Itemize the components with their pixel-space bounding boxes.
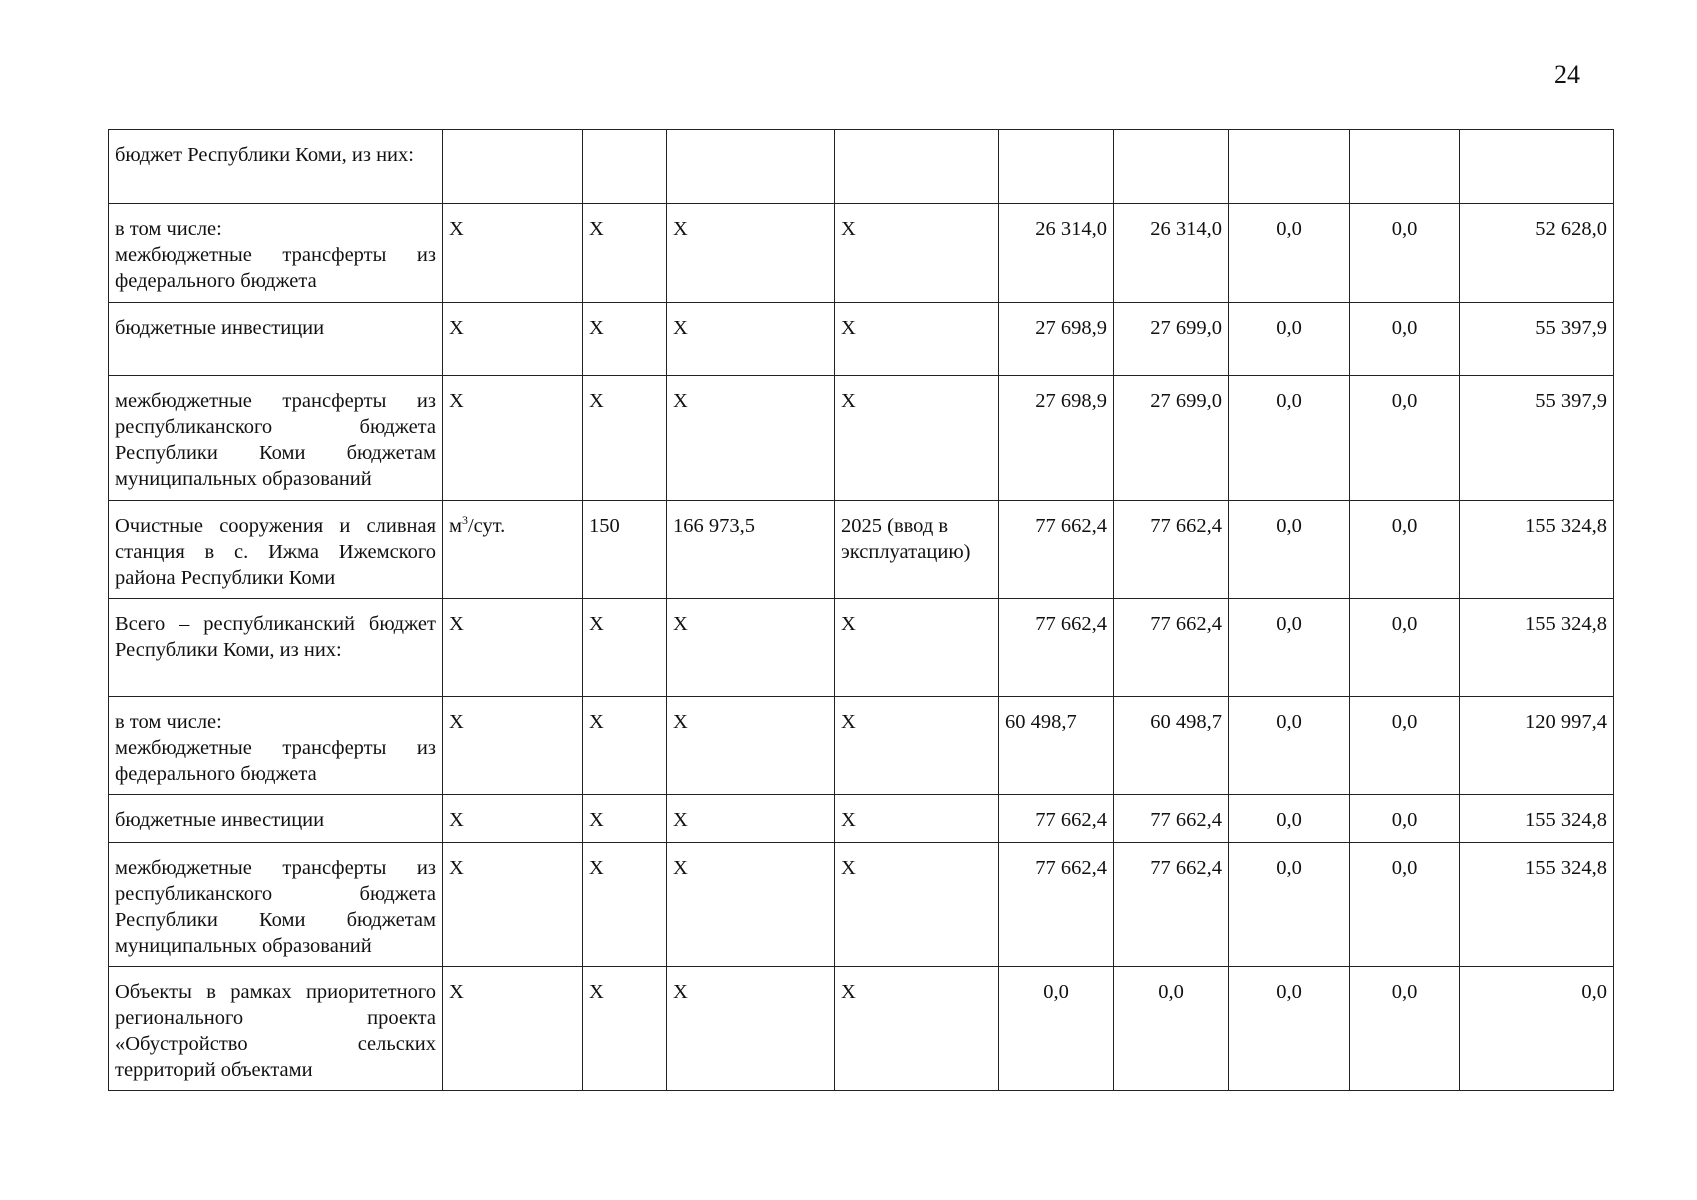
year-cell xyxy=(835,130,999,204)
row-name-text: межбюджетные трансферты из федерального бюджета xyxy=(115,737,436,785)
row-name-cell: межбюджетные трансферты из республиканского бюджета Республики Коми бюджетам муниципальных образований xyxy=(109,843,443,967)
budget-table xyxy=(108,129,1614,1091)
value-cell-2: 27 699,0 xyxy=(1114,376,1229,501)
total-cell: 55 397,9 xyxy=(1460,376,1614,501)
capacity-cell: 150 xyxy=(583,501,667,599)
unit-cell: X xyxy=(443,599,583,697)
value-cell-2: 77 662,4 xyxy=(1114,501,1229,599)
cost-cell: 166 973,5 xyxy=(667,501,835,599)
table-row xyxy=(109,204,1614,303)
table-row xyxy=(109,501,1614,599)
value-cell-1: 26 314,0 xyxy=(999,204,1114,303)
table-row xyxy=(109,843,1614,967)
table-row xyxy=(109,697,1614,795)
value-cell-4: 0,0 xyxy=(1350,967,1460,1091)
capacity-cell: X xyxy=(583,843,667,967)
value-cell-3: 0,0 xyxy=(1229,795,1350,843)
value-cell-2: 27 699,0 xyxy=(1114,303,1229,376)
value-cell-1: 77 662,4 xyxy=(999,795,1114,843)
value-cell-3: 0,0 xyxy=(1229,501,1350,599)
value-cell-3: 0,0 xyxy=(1229,303,1350,376)
table-row xyxy=(109,303,1614,376)
unit-cell: X xyxy=(443,303,583,376)
row-name-cell: Всего – республиканский бюджет Республики Коми, из них: xyxy=(109,599,443,697)
value-cell-3: 0,0 xyxy=(1229,599,1350,697)
table-row xyxy=(109,130,1614,204)
row-name-cell xyxy=(109,697,443,795)
value-cell-2: 77 662,4 xyxy=(1114,843,1229,967)
value-cell-2: 77 662,4 xyxy=(1114,795,1229,843)
capacity-cell: X xyxy=(583,795,667,843)
value-cell-3: 0,0 xyxy=(1229,843,1350,967)
row-name-prefix: в том числе: xyxy=(115,711,222,733)
row-name-prefix: в том числе: xyxy=(115,218,222,240)
value-cell-2: 77 662,4 xyxy=(1114,599,1229,697)
value-cell-4: 0,0 xyxy=(1350,795,1460,843)
page-number: 24 xyxy=(1554,60,1580,89)
year-cell: X xyxy=(835,599,999,697)
row-name-cell: бюджет Республики Коми, из них: xyxy=(109,130,443,204)
cost-cell: X xyxy=(667,376,835,501)
row-name-cell: бюджетные инвестиции xyxy=(109,303,443,376)
cost-cell: X xyxy=(667,204,835,303)
cost-cell xyxy=(667,130,835,204)
value-cell-1: 60 498,7 xyxy=(999,697,1114,795)
cost-cell: X xyxy=(667,303,835,376)
year-cell: X xyxy=(835,204,999,303)
unit-cell xyxy=(443,130,583,204)
value-cell-4: 0,0 xyxy=(1350,376,1460,501)
unit-base: м xyxy=(449,515,462,537)
unit-rest: /сут. xyxy=(467,515,506,537)
capacity-cell: X xyxy=(583,204,667,303)
value-cell-1: 77 662,4 xyxy=(999,843,1114,967)
table-row xyxy=(109,599,1614,697)
row-name-text: межбюджетные трансферты из федерального бюджета xyxy=(115,244,436,292)
unit-cell: X xyxy=(443,204,583,303)
unit-cell: X xyxy=(443,376,583,501)
table-row xyxy=(109,967,1614,1091)
value-cell-1 xyxy=(999,130,1114,204)
row-name-cell: Объекты в рамках приоритетного регионального проекта «Обустройство сельских территорий объектами xyxy=(109,967,443,1091)
year-cell: X xyxy=(835,376,999,501)
value-cell-4: 0,0 xyxy=(1350,697,1460,795)
year-cell: X xyxy=(835,303,999,376)
total-cell: 155 324,8 xyxy=(1460,599,1614,697)
row-name-cell: бюджетные инвестиции xyxy=(109,795,443,843)
value-cell-2: 60 498,7 xyxy=(1114,697,1229,795)
total-cell: 52 628,0 xyxy=(1460,204,1614,303)
total-cell: 155 324,8 xyxy=(1460,795,1614,843)
value-cell-3: 0,0 xyxy=(1229,204,1350,303)
value-cell-3: 0,0 xyxy=(1229,697,1350,795)
capacity-cell: X xyxy=(583,967,667,1091)
value-cell-4: 0,0 xyxy=(1350,501,1460,599)
value-cell-4: 0,0 xyxy=(1350,843,1460,967)
value-cell-4: 0,0 xyxy=(1350,204,1460,303)
value-cell-2: 0,0 xyxy=(1114,967,1229,1091)
unit-cell: X xyxy=(443,843,583,967)
cost-cell: X xyxy=(667,697,835,795)
unit-superscript: 3 xyxy=(461,513,468,528)
unit-cell xyxy=(443,501,583,599)
total-cell: 55 397,9 xyxy=(1460,303,1614,376)
year-cell: X xyxy=(835,697,999,795)
value-cell-3: 0,0 xyxy=(1229,376,1350,501)
value-cell-1: 27 698,9 xyxy=(999,376,1114,501)
value-cell-3 xyxy=(1229,130,1350,204)
value-cell-1: 77 662,4 xyxy=(999,599,1114,697)
cost-cell: X xyxy=(667,843,835,967)
value-cell-1: 0,0 xyxy=(999,967,1114,1091)
year-cell: X xyxy=(835,795,999,843)
table-row xyxy=(109,795,1614,843)
unit-cell: X xyxy=(443,795,583,843)
value-cell-4: 0,0 xyxy=(1350,303,1460,376)
year-cell: 2025 (ввод в эксплуатацию) xyxy=(835,501,999,599)
value-cell-2: 26 314,0 xyxy=(1114,204,1229,303)
value-cell-4: 0,0 xyxy=(1350,599,1460,697)
row-name-cell: Очистные сооружения и сливная станция в с. Ижма Ижемского района Республики Коми xyxy=(109,501,443,599)
value-cell-1: 27 698,9 xyxy=(999,303,1114,376)
total-cell: 120 997,4 xyxy=(1460,697,1614,795)
total-cell: 155 324,8 xyxy=(1460,501,1614,599)
capacity-cell: X xyxy=(583,697,667,795)
value-cell-4 xyxy=(1350,130,1460,204)
total-cell: 0,0 xyxy=(1460,967,1614,1091)
value-cell-1: 77 662,4 xyxy=(999,501,1114,599)
cost-cell: X xyxy=(667,795,835,843)
cost-cell: X xyxy=(667,599,835,697)
row-name-cell: межбюджетные трансферты из республиканского бюджета Республики Коми бюджетам муниципальных образований xyxy=(109,376,443,501)
capacity-cell: X xyxy=(583,303,667,376)
unit-cell: X xyxy=(443,967,583,1091)
capacity-cell: X xyxy=(583,376,667,501)
unit-cell: X xyxy=(443,697,583,795)
year-cell: X xyxy=(835,967,999,1091)
capacity-cell: X xyxy=(583,599,667,697)
value-cell-3: 0,0 xyxy=(1229,967,1350,1091)
total-cell xyxy=(1460,130,1614,204)
row-name-cell xyxy=(109,204,443,303)
total-cell: 155 324,8 xyxy=(1460,843,1614,967)
value-cell-2 xyxy=(1114,130,1229,204)
table-row xyxy=(109,376,1614,501)
cost-cell: X xyxy=(667,967,835,1091)
capacity-cell xyxy=(583,130,667,204)
year-cell: X xyxy=(835,843,999,967)
